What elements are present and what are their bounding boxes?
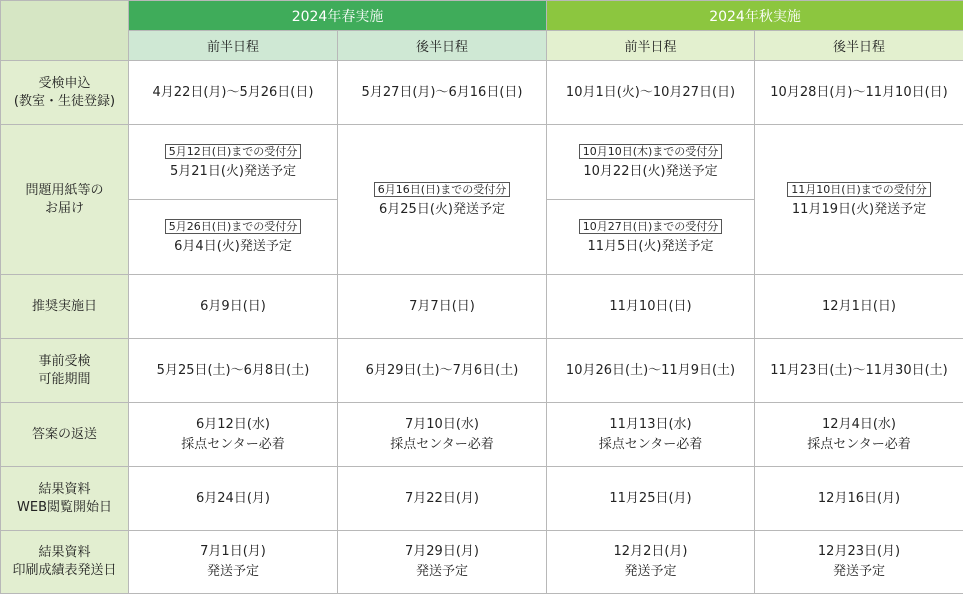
return-note: 採点センター必着 bbox=[181, 436, 285, 452]
print-autumn-first bbox=[547, 531, 755, 594]
shipping-date: 11月5日(火)発送予定 bbox=[587, 239, 714, 254]
row-label-print bbox=[1, 531, 129, 594]
pretest-autumn-first: 10月26日(土)～11月9日(土) bbox=[547, 339, 755, 403]
web-spring-first: 6月24日(月) bbox=[129, 467, 338, 531]
shipping-date: 11月19日(火)発送予定 bbox=[791, 201, 927, 217]
print-autumn-second bbox=[755, 531, 963, 594]
application-row bbox=[1, 61, 963, 125]
pretest-row bbox=[1, 339, 963, 403]
print-note: 発送予定 bbox=[624, 564, 677, 579]
return-spring-second bbox=[338, 403, 547, 467]
phase-header-row bbox=[1, 31, 963, 61]
recommended-spring-first: 6月9日(日) bbox=[129, 275, 338, 339]
print-date: 7月1日(月) bbox=[200, 544, 266, 559]
delivery-spring-first-batch-2 bbox=[129, 200, 338, 275]
return-autumn-first bbox=[547, 403, 755, 467]
print-date: 12月2日(月) bbox=[613, 544, 688, 559]
return-date: 7月10日(水) bbox=[405, 416, 479, 432]
deadline-badge: 6月16日(日)までの受付分 bbox=[374, 182, 511, 197]
web-autumn-second: 12月16日(月) bbox=[755, 467, 963, 531]
web-spring-second: 7月22日(月) bbox=[338, 467, 547, 531]
print-row bbox=[1, 531, 963, 594]
row-label-line: 可能期間 bbox=[38, 371, 91, 387]
application-spring-second: 5月27日(月)～6月16日(日) bbox=[338, 61, 547, 125]
recommended-spring-second: 7月7日(日) bbox=[338, 275, 547, 339]
return-note: 採点センター必着 bbox=[390, 436, 494, 452]
row-label-pretest bbox=[1, 339, 129, 403]
return-date: 12月4日(水) bbox=[822, 416, 896, 432]
print-spring-first bbox=[129, 531, 338, 594]
deadline-badge: 10月10日(木)までの受付分 bbox=[579, 144, 723, 159]
return-note: 採点センター必着 bbox=[598, 436, 703, 452]
deadline-badge: 10月27日(日)までの受付分 bbox=[579, 219, 723, 234]
row-label-line: 結果資料 bbox=[38, 481, 91, 497]
row-label-recommended: 推奨実施日 bbox=[1, 275, 129, 339]
row-label-delivery bbox=[1, 125, 129, 275]
spring-first-half-header: 前半日程 bbox=[129, 31, 338, 61]
shipping-date: 10月22日(火)発送予定 bbox=[583, 164, 718, 179]
delivery-autumn-first-batch-2 bbox=[547, 200, 755, 275]
row-label-line: 問題用紙等の bbox=[25, 182, 104, 198]
application-autumn-first: 10月1日(火)～10月27日(日) bbox=[547, 61, 755, 125]
row-label-line: 事前受検 bbox=[38, 353, 91, 369]
recommended-row bbox=[1, 275, 963, 339]
web-autumn-first: 11月25日(月) bbox=[547, 467, 755, 531]
row-label-return: 答案の返送 bbox=[1, 403, 129, 467]
shipping-date: 6月25日(火)発送予定 bbox=[379, 201, 505, 217]
autumn-second-half-header: 後半日程 bbox=[755, 31, 963, 61]
row-label-line: 結果資料 bbox=[38, 545, 91, 560]
delivery-spring-first-batch-1 bbox=[129, 125, 338, 200]
delivery-autumn-second bbox=[755, 125, 963, 275]
print-note: 発送予定 bbox=[833, 564, 886, 579]
row-label-line: (教室・生徒登録) bbox=[13, 93, 116, 109]
delivery-spring-second bbox=[338, 125, 547, 275]
pretest-autumn-second: 11月23日(土)～11月30日(土) bbox=[755, 339, 963, 403]
season-header-row bbox=[1, 1, 963, 31]
deadline-badge: 5月26日(日)までの受付分 bbox=[165, 219, 302, 234]
print-note: 発送予定 bbox=[206, 564, 259, 579]
spring-second-half-header: 後半日程 bbox=[338, 31, 547, 61]
return-date: 11月13日(水) bbox=[609, 416, 692, 432]
return-row bbox=[1, 403, 963, 467]
deadline-badge: 5月12日(日)までの受付分 bbox=[165, 144, 302, 159]
pretest-spring-first: 5月25日(土)～6月8日(土) bbox=[129, 339, 338, 403]
shipping-date: 5月21日(火)発送予定 bbox=[170, 164, 296, 179]
delivery-row-top bbox=[1, 125, 963, 200]
autumn-first-half-header: 前半日程 bbox=[547, 31, 755, 61]
application-autumn-second: 10月28日(月)～11月10日(日) bbox=[755, 61, 963, 125]
return-note: 採点センター必着 bbox=[807, 436, 911, 452]
row-label-web bbox=[1, 467, 129, 531]
return-date: 6月12日(水) bbox=[196, 416, 270, 432]
row-label-application bbox=[1, 61, 129, 125]
print-note: 発送予定 bbox=[416, 564, 469, 579]
corner-cell bbox=[1, 1, 129, 61]
row-label-line: 印刷成績表発送日 bbox=[12, 563, 117, 578]
shipping-date: 6月4日(火)発送予定 bbox=[174, 239, 292, 254]
delivery-autumn-first-batch-1 bbox=[547, 125, 755, 200]
return-spring-first bbox=[129, 403, 338, 467]
autumn-season-header: 2024年秋実施 bbox=[547, 1, 963, 31]
pretest-spring-second: 6月29日(土)～7月6日(土) bbox=[338, 339, 547, 403]
recommended-autumn-second: 12月1日(日) bbox=[755, 275, 963, 339]
print-date: 7月29日(月) bbox=[405, 544, 479, 559]
print-spring-second bbox=[338, 531, 547, 594]
application-spring-first: 4月22日(月)～5月26日(日) bbox=[129, 61, 338, 125]
row-label-line: お届け bbox=[44, 200, 84, 216]
recommended-autumn-first: 11月10日(日) bbox=[547, 275, 755, 339]
print-date: 12月23日(月) bbox=[817, 544, 901, 559]
spring-season-header: 2024年春実施 bbox=[129, 1, 547, 31]
row-label-line: 受検申込 bbox=[38, 75, 91, 91]
return-autumn-second bbox=[755, 403, 963, 467]
row-label-line: WEB閲覧開始日 bbox=[17, 499, 112, 515]
deadline-badge: 11月10日(日)までの受付分 bbox=[787, 182, 931, 197]
web-row bbox=[1, 467, 963, 531]
